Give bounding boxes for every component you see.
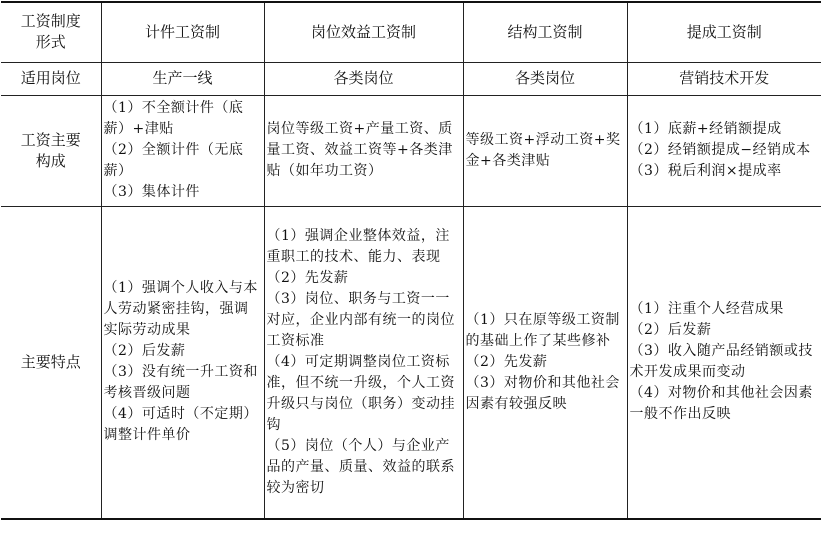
list-item: （4）可定期调整岗位工资标准，但不统一升级，个人工资升级只与岗位（职务）变动挂钩 xyxy=(266,353,455,433)
list-item: （3）对物价和其他社会因素有较强反映 xyxy=(465,374,620,412)
features-cell-commission xyxy=(627,206,821,519)
corner-header-line-1: 工资制度 xyxy=(20,12,81,31)
list-item: （4）对物价和其他社会因素一般不作出反映 xyxy=(629,385,813,423)
list-item: （1）强调个人收入与本人劳动紧密挂钩，强调实际劳动成果 xyxy=(103,280,258,339)
composition-row-label xyxy=(1,95,101,206)
composition-label-line-1: 工资主要 xyxy=(20,130,81,149)
features-cell-piecework xyxy=(101,206,264,519)
column-header-commission: 提成工资制 xyxy=(627,2,821,62)
list-item: （2）经销额提成−经销成本 xyxy=(629,142,811,158)
list-item: （2）先发薪 xyxy=(266,269,349,286)
apply-cell-structural: 各类岗位 xyxy=(463,62,627,95)
apply-row xyxy=(1,62,821,95)
list-item: （3）岗位、职务与工资一一对应，企业内部有统一的岗位工资标准 xyxy=(266,290,455,349)
apply-row-label: 适用岗位 xyxy=(1,62,101,95)
corner-header-line-2: 形式 xyxy=(35,33,66,52)
composition-cell-piecework xyxy=(101,95,264,206)
list-item: （5）岗位（个人）与企业产品的产量、质量、效益的联系较为密切 xyxy=(266,437,455,496)
list-item: （2）后发薪 xyxy=(629,322,712,339)
apply-cell-piecework: 生产一线 xyxy=(101,62,264,95)
list-item: （3）集体计件 xyxy=(103,184,200,200)
list-item: 等级工资+浮动工资+奖金+各类津贴 xyxy=(465,131,621,169)
list-item: （1）不全额计件（底薪）+津贴 xyxy=(103,100,244,137)
list-item: 岗位等级工资+产量工资、质量工资、效益工资等+各类津贴（如年功工资） xyxy=(266,121,453,179)
composition-cell-commission xyxy=(627,95,821,206)
list-item: （1）注重个人经营成果 xyxy=(629,301,784,318)
list-item: （4）可适时（不定期）调整计件单价 xyxy=(103,406,258,444)
wage-system-table xyxy=(1,1,821,520)
column-header-structural: 结构工资制 xyxy=(463,2,627,62)
apply-cell-post-efficiency: 各类岗位 xyxy=(264,62,463,95)
features-cell-structural xyxy=(463,206,627,519)
corner-header xyxy=(1,2,101,62)
list-item: （3）没有统一升工资和考核晋级问题 xyxy=(103,364,258,402)
list-item: （2）全额计件（无底薪） xyxy=(103,142,244,179)
header-row xyxy=(1,2,821,62)
list-item: （1）强调企业整体效益，注重职工的技术、能力、表现 xyxy=(266,227,450,265)
features-row xyxy=(1,206,821,519)
list-item: （1）只在原等级工资制的基础上作了某些修补 xyxy=(465,311,620,349)
composition-row xyxy=(1,95,821,206)
column-header-post-efficiency: 岗位效益工资制 xyxy=(264,2,463,62)
list-item: （2）先发薪 xyxy=(465,353,548,370)
apply-cell-commission: 营销技术开发 xyxy=(627,62,821,95)
list-item: （2）后发薪 xyxy=(103,343,186,360)
composition-cell-structural xyxy=(463,95,627,206)
features-row-label: 主要特点 xyxy=(1,206,101,519)
features-cell-post-efficiency xyxy=(264,206,463,519)
list-item: （3）税后利润×提成率 xyxy=(629,163,782,179)
list-item: （3）收入随产品经销额或技术开发成果而变动 xyxy=(629,343,813,381)
list-item: （1）底薪+经销额提成 xyxy=(629,121,782,137)
composition-label-line-2: 构成 xyxy=(35,151,66,170)
composition-cell-post-efficiency xyxy=(264,95,463,206)
column-header-piecework: 计件工资制 xyxy=(101,2,264,62)
